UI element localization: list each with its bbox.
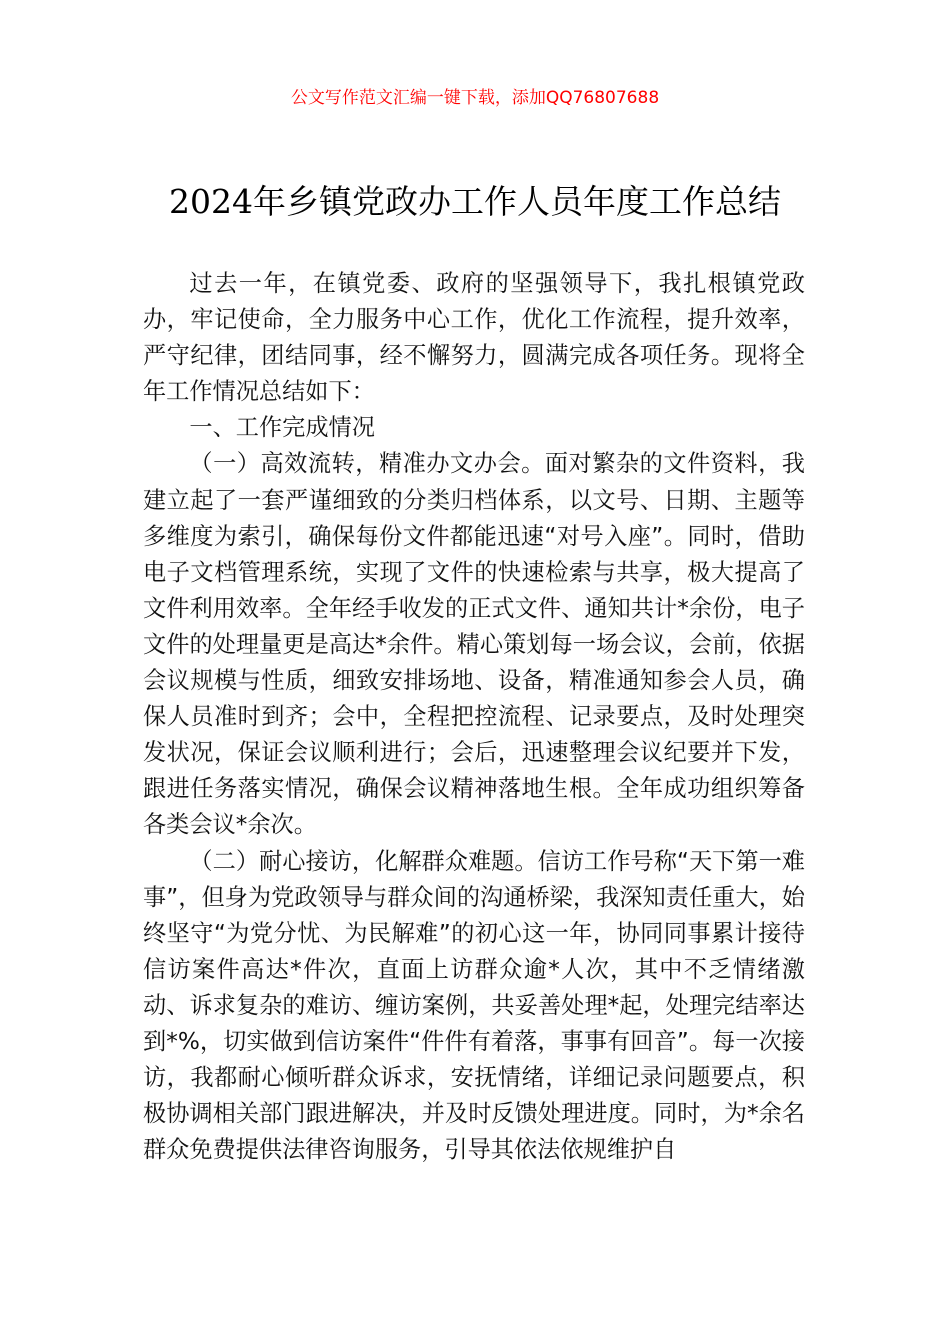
document-title: 2024年乡镇党政办工作人员年度工作总结 xyxy=(169,182,781,221)
watermark-text: 公文写作范文汇编一键下载，添加QQ76807688 xyxy=(290,88,660,108)
document-body xyxy=(143,266,805,1168)
intro-paragraph: 过去一年，在镇党委、政府的坚强领导下，我扎根镇党政办，牢记使命，全力服务中心工作，优化工作流程，提升效率，严守纪律，团结同事，经不懈努力，圆满完成各项任务。现将全年工作情况总结如下： xyxy=(143,270,805,406)
body-paragraph: （二）耐心接访，化解群众难题。信访工作号称“天下第一难事”，但身为党政领导与群众间的沟通桥梁，我深知责任重大，始终坚守“为党分忧、为民解难”的初心这一年，协同同事累计接待信访案件高达*件次，直面上访群众逾*人次，其中不乏情绪激动、诉求复杂的难访、缠访案例，共妥善处理*起，处理完结率达到*%，切实做到信访案件“件件有着落，事事有回音”。每一次接访，我都耐心倾听群众诉求，安抚情绪，详细记录问题要点，积极协调相关部门跟进解决，并及时反馈处理进度。同时，为*余名群众免费提供法律咨询服务，引导其依法依规维护自 xyxy=(143,847,805,1164)
section-heading: 一、工作完成情况 xyxy=(189,414,375,442)
body-paragraph: （一）高效流转，精准办文办会。面对繁杂的文件资料，我建立起了一套严谨细致的分类归档体系，以文号、日期、主题等多维度为索引，确保每份文件都能迅速“对号入座”。同时，借助电子文档管理系统，实现了文件的快速检索与共享，极大提高了文件利用效率。全年经手收发的正式文件、通知共计*余份，电子文件的处理量更是高达*余件。精心策划每一场会议，会前，依据会议规模与性质，细致安排场地、设备，精准通知参会人员，确保人员准时到齐；会中，全程把控流程、记录要点，及时处理突发状况，保证会议顺利进行；会后，迅速整理会议纪要并下发，跟进任务落实情况，确保会议精神落地生根。全年成功组织筹备各类会议*余次。 xyxy=(143,450,805,839)
